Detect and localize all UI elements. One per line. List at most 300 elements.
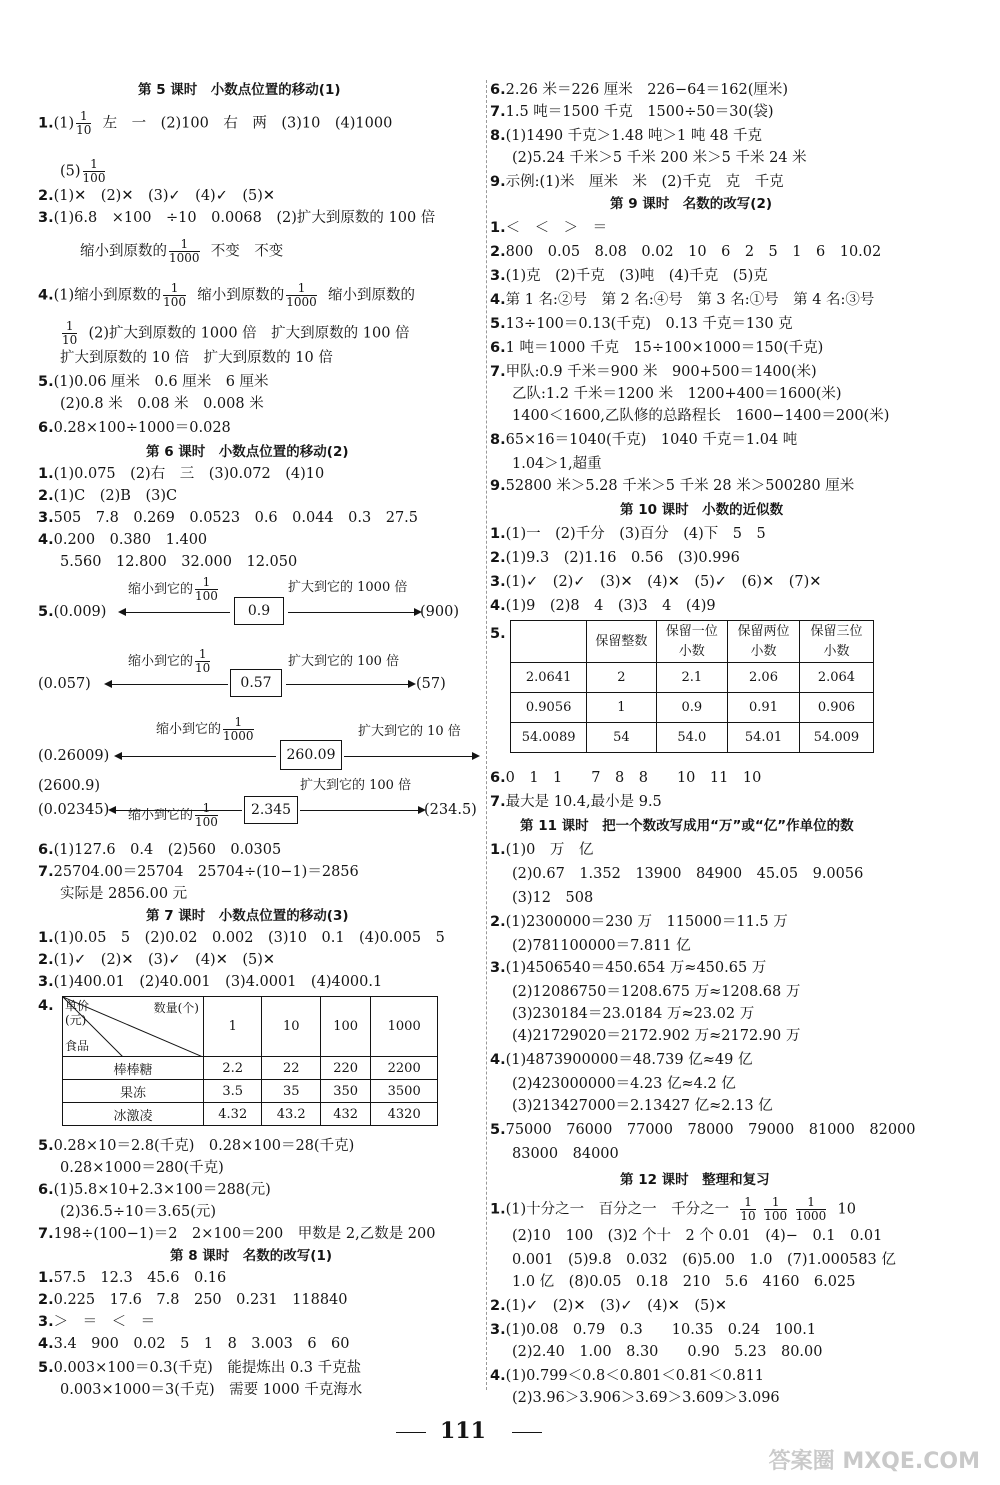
l11-q2: [490, 912, 788, 932]
q-number: 1.: [490, 842, 506, 858]
table-row: [63, 1103, 438, 1126]
q-number: 5.: [38, 1138, 54, 1154]
text: (1)✓ (2)✕ (3)✓ (4)✕ (5)✕: [505, 1298, 728, 1314]
text: 1 吨＝1000 千克 15÷100×1000＝150(千克): [505, 340, 824, 356]
fraction: [195, 648, 210, 675]
text: 甲队:0.9 千米＝900 米 900+500＝1400(米): [505, 364, 817, 380]
table-cell: 54.0089: [511, 723, 587, 753]
l5-q4-b: [60, 320, 410, 347]
table-cell: 0.9056: [511, 693, 587, 723]
page-dash-left: [396, 1432, 426, 1433]
l11-q3-d: (4)21729020＝2172.902 万≈2172.90 万: [512, 1028, 801, 1044]
text: (1)1490 千克＞1.48 吨＞1 吨 48 千克: [505, 128, 763, 144]
q-number: 6.: [490, 340, 506, 356]
fraction: [286, 282, 317, 309]
q-number: 5.: [38, 374, 54, 390]
l11-q1-c: (3)12 508: [512, 890, 594, 906]
table-cell: 2200: [371, 1057, 438, 1080]
l5-q2: [38, 186, 275, 206]
l5-q5: [38, 372, 269, 392]
text: (1)0 万 亿: [505, 842, 594, 858]
l7-q5: [38, 1136, 354, 1156]
l11-q4: [490, 1050, 752, 1070]
arrowhead-icon: [104, 680, 112, 688]
l11-q5: [490, 1120, 916, 1140]
l12-q1: [490, 1196, 856, 1223]
l6-q5-c-left: (0.26009): [38, 748, 110, 764]
q-number: 3.: [38, 1314, 54, 1330]
l5-q3: [38, 208, 435, 228]
l9-q5: [490, 314, 793, 334]
table-cell: 3500: [371, 1080, 438, 1103]
lesson-12-title: 第 12 课时 整理和复习: [620, 1172, 770, 1188]
q-number: 9.: [490, 478, 506, 494]
l5-q6: [38, 418, 231, 438]
frac-num: 1: [195, 576, 218, 590]
col-header: [799, 621, 873, 663]
table-cell: 54.0: [656, 723, 728, 753]
price-table: [62, 996, 438, 1126]
l11-q5-b: 83000 84000: [512, 1146, 619, 1162]
text: 保留两位: [737, 623, 790, 639]
q-number: 3.: [38, 974, 54, 990]
l12-q1-b: (2)10 100 (3)2 个十 2 个 0.01 (4)− 0.1 0.01: [512, 1228, 883, 1244]
l7-q3: [38, 972, 382, 992]
arrow-right: [286, 684, 414, 685]
text: (1)127.6 0.4 (2)560 0.0305: [53, 842, 282, 858]
l10-q4: [490, 596, 716, 616]
q-number: 8.: [490, 432, 506, 448]
q-number: 3.: [490, 574, 506, 590]
l9-q9: [490, 476, 854, 496]
l12-q4: [490, 1366, 764, 1386]
arrow-right: [300, 810, 424, 811]
l11-q1: [490, 840, 593, 860]
rounding-table: [510, 620, 874, 753]
text: 小数: [823, 643, 850, 659]
table-row: [511, 663, 874, 693]
text: 缩小到原数的: [328, 287, 416, 304]
diag-top-label: 数量(个): [153, 1001, 199, 1015]
text: 0.225 17.6 7.8 250 0.231 118840: [53, 1292, 348, 1308]
text: 65×16＝1040(千克) 1040 千克＝1.04 吨: [505, 432, 798, 448]
table-cell: 54.009: [799, 723, 873, 753]
text: 10: [837, 1201, 856, 1218]
l9-q1: [490, 218, 607, 238]
l11-q3: [490, 958, 766, 978]
table-cell: 2.0641: [511, 663, 587, 693]
l9-q2: [490, 242, 881, 262]
lesson-6-title: 第 6 课时 小数点位置的移动(2): [146, 444, 349, 460]
q-number: 4.: [490, 1368, 506, 1384]
l6-q5-b-right: (57): [416, 676, 446, 692]
l12-q3-b: (2)2.40 1.00 8.30 0.90 5.23 80.00: [512, 1344, 823, 1360]
frac-den: 10: [195, 661, 211, 675]
text: (1)6.8 ×100 ÷10 0.0068 (2)扩大到原数的 100 倍: [53, 210, 436, 226]
text: 缩小到它的: [128, 808, 194, 823]
l12-q2: [490, 1296, 727, 1316]
q-number: 1.: [38, 115, 54, 132]
fraction: [163, 282, 186, 309]
lesson-9-title: 第 9 课时 名数的改写(2): [610, 196, 773, 212]
text: (1)十分之一 百分之一 千分之一: [505, 1201, 730, 1218]
q-number: 1.: [490, 526, 506, 542]
text: (1)C (2)B (3)C: [53, 488, 178, 504]
table-cell: 35: [262, 1080, 320, 1103]
col-header: [656, 621, 728, 663]
table-cell: 43.2: [262, 1103, 320, 1126]
l8-q2: [38, 1290, 348, 1310]
col-header: 1: [204, 997, 262, 1057]
lesson-10-title: 第 10 课时 小数的近似数: [620, 502, 784, 518]
l6-q5-c-under: (2600.9): [38, 778, 101, 794]
text: 小数: [678, 643, 705, 659]
frac-den: 1000: [795, 1209, 827, 1223]
text: (1)0.075 (2)右 三 (3)0.072 (4)10: [53, 466, 325, 482]
text: (1)✓ (2)✕ (3)✓ (4)✕ (5)✕: [53, 952, 276, 968]
text: (1)4506540＝450.654 万≈450.65 万: [505, 960, 767, 976]
text: 25704.00＝25704 25704÷(10−1)＝2856: [53, 864, 359, 880]
q-number: 2.: [490, 244, 506, 260]
q-number: 5.: [490, 1122, 506, 1138]
watermark: 答案圈 MXQE.COM: [768, 1449, 980, 1474]
frac-num: 1: [764, 1196, 787, 1210]
q-number: 3.: [490, 268, 506, 284]
text: (1)缩小到原数的: [53, 287, 162, 304]
text: 保留整数: [595, 633, 648, 649]
frac-den: 100: [764, 1209, 788, 1223]
l9-q7: [490, 362, 817, 382]
q-number: 2.: [490, 550, 506, 566]
q-number: 4.: [38, 532, 54, 548]
text: 2.26 米＝226 厘米 226−64＝162(厘米): [505, 82, 789, 98]
text: 3.4 900 0.02 5 1 8 3.003 6 60: [53, 1336, 350, 1352]
l8-q5: [38, 1358, 361, 1378]
q-number: 2.: [490, 1298, 506, 1314]
text: 缩小到原数的: [197, 287, 285, 304]
l6-q6: [38, 840, 281, 860]
l5-q4-c: 扩大到原数的 10 倍 扩大到原数的 10 倍: [60, 350, 333, 366]
q-number: 6.: [38, 420, 54, 436]
q-number: 3.: [490, 1322, 506, 1338]
l11-q4-c: (3)213427000＝2.13427 亿≈2.13 亿: [512, 1098, 773, 1114]
arrowhead-icon: [108, 806, 116, 814]
col-header: 1000: [371, 997, 438, 1057]
col-header: [728, 621, 800, 663]
row-header: 果冻: [63, 1080, 204, 1103]
text: 13÷100＝0.13(千克) 0.13 千克＝130 克: [505, 316, 793, 332]
table-cell: 2.1: [656, 663, 728, 693]
frac-num: 1: [740, 1196, 755, 1210]
l7-q7: [38, 1224, 435, 1244]
text: 示例:(1)米 厘米 米 (2)千克 克 千克: [505, 174, 784, 190]
l5-q1: [38, 110, 392, 137]
frac-den: 10: [740, 1209, 756, 1223]
l6-q7-b: 实际是 2856.00 元: [60, 886, 188, 902]
table-cell: 2.064: [799, 663, 873, 693]
text: 57.5 12.3 45.6 0.16: [53, 1270, 227, 1286]
q-number: 7.: [38, 864, 54, 880]
l7-q6-b: (2)36.5÷10＝3.65(元): [60, 1204, 217, 1220]
r-q7: [490, 102, 774, 122]
col-header: 100: [320, 997, 370, 1057]
diag-mid-label: 单价(元): [65, 999, 90, 1027]
l8-q4: [38, 1334, 350, 1354]
l6-q3: [38, 508, 418, 528]
grow-label: 扩大到它的 100 倍: [288, 654, 400, 669]
text: (1)0.08 0.79 0.3 10.35 0.24 100.1: [505, 1322, 817, 1338]
text: 52800 米＞5.28 千米＞5 千米 28 米＞500280 厘米: [505, 478, 855, 494]
table-cell: 432: [320, 1103, 370, 1126]
frac-num: 1: [163, 282, 186, 296]
r-q6: [490, 80, 788, 100]
q-number: 1.: [38, 466, 54, 482]
fraction: [223, 716, 254, 743]
text: (1)✓ (2)✓ (3)✕ (4)✕ (5)✓ (6)✕ (7)✕: [505, 574, 822, 590]
frac-num: 1: [796, 1196, 827, 1210]
text: 0.28×10＝2.8(千克) 0.28×100＝28(千克): [53, 1138, 355, 1154]
l8-q1: [38, 1268, 226, 1288]
col-header: 10: [262, 997, 320, 1057]
r-q8: [490, 126, 762, 146]
text: 0 1 1 7 8 8 10 11 10: [505, 770, 762, 786]
text: 505 7.8 0.269 0.0523 0.6 0.044 0.3 27.5: [53, 510, 419, 526]
l10-q3: [490, 572, 821, 592]
fraction: [62, 320, 77, 347]
grow-label: 扩大到它的 100 倍: [300, 778, 412, 793]
q-number: 7.: [490, 104, 506, 120]
page-dash-right: [512, 1432, 542, 1433]
frac-den: 100: [82, 171, 106, 185]
frac-den: 1000: [223, 729, 254, 743]
l6-q2: [38, 486, 177, 506]
value-box: 0.57: [230, 669, 282, 697]
text: 小数: [750, 643, 777, 659]
table-cell: 2: [587, 663, 656, 693]
arrowhead-icon: [408, 680, 416, 688]
l7-q1: [38, 928, 445, 948]
l8-q5-b: 0.003×1000＝3(千克) 需要 1000 千克海水: [60, 1382, 363, 1398]
lesson-8-title: 第 8 课时 名数的改写(1): [170, 1248, 333, 1264]
text: 不变 不变: [210, 243, 284, 260]
q-number: 4.: [38, 287, 54, 304]
l7-q2: [38, 950, 275, 970]
frac-num: 1: [62, 320, 77, 334]
table-cell: 3.5: [204, 1080, 262, 1103]
frac-den: 1000: [169, 251, 200, 265]
q-number: 8.: [490, 128, 506, 144]
q-number: 1.: [490, 1201, 506, 1218]
l11-q2-b: (2)781100000＝7.811 亿: [512, 938, 691, 954]
table-cell: 0.91: [728, 693, 800, 723]
lesson-11-title: 第 11 课时 把一个数改写成用“万”或“亿”作单位的数: [520, 818, 854, 834]
fraction: [76, 110, 91, 137]
text: 0.003×100＝0.3(千克) 能提炼出 0.3 千克盐: [53, 1360, 362, 1376]
text: 198÷(100−1)＝2 2×100＝200 甲数是 2,乙数是 200: [53, 1226, 436, 1242]
q-number: 1.: [38, 930, 54, 946]
text: (0.009): [53, 604, 107, 620]
r-q8-b: (2)5.24 千米＞5 千米 200 米＞5 千米 24 米: [512, 150, 807, 166]
grow-label: 扩大到它的 1000 倍: [288, 580, 408, 595]
table-row: [63, 1057, 438, 1080]
table-cell: 22: [262, 1057, 320, 1080]
value-box: 260.09: [280, 740, 342, 770]
text: 最大是 10.4,最小是 9.5: [505, 794, 662, 810]
l10-q2: [490, 548, 740, 568]
text: (1)0.05 5 (2)0.02 0.002 (3)10 0.1 (4)0.005 5: [53, 930, 445, 946]
frac-num: 1: [223, 716, 254, 730]
l9-q7-b: 乙队:1.2 千米＝1200 米 1200+400＝1600(米): [512, 386, 842, 402]
table-cell: 220: [320, 1057, 370, 1080]
text: (1): [53, 115, 75, 132]
table-cell: 54: [587, 723, 656, 753]
col-header: [587, 621, 656, 663]
q-number: 4.: [38, 998, 54, 1014]
text: (1)5.8×10+2.3×100＝288(元): [53, 1182, 271, 1198]
q-number: 2.: [38, 1292, 54, 1308]
q-number: 5.: [490, 626, 506, 642]
q-number: 4.: [490, 598, 506, 614]
fraction: [83, 158, 106, 185]
q-number: 1.: [490, 220, 506, 236]
q-number: 6.: [38, 842, 54, 858]
text: 缩小到它的: [156, 722, 222, 737]
text: 左 一 (2)100 右 两 (3)10 (4)1000: [102, 115, 393, 132]
arrow-left: [106, 684, 228, 685]
table-cell: 4.32: [204, 1103, 262, 1126]
diag-bottom-label: 食品: [65, 1039, 90, 1053]
q-number: 2.: [38, 488, 54, 504]
fraction: [796, 1196, 827, 1223]
frac-den: 1000: [286, 295, 317, 309]
text: (1)一 (2)千分 (3)百分 (4)下 5 5: [505, 526, 766, 542]
l12-q3: [490, 1320, 816, 1340]
text: (1)✕ (2)✕ (3)✓ (4)✓ (5)✕: [53, 188, 276, 204]
q-number: 7.: [490, 364, 506, 380]
text: 0.28×100÷1000＝0.028: [53, 420, 231, 436]
q-number: 6.: [490, 82, 506, 98]
q-number: 3.: [38, 210, 54, 226]
frac-den: 100: [195, 589, 218, 603]
text: 缩小到原数的: [80, 243, 167, 260]
q-number: 6.: [490, 770, 506, 786]
l6-q5-a-left: [38, 602, 106, 622]
l6-q1: [38, 464, 324, 484]
frac-num: 1: [76, 110, 91, 124]
q-number: 2.: [38, 952, 54, 968]
table-cell: 1: [587, 693, 656, 723]
value-box: 0.9: [234, 597, 284, 625]
l10-q7: [490, 792, 662, 812]
l11-q1-b: (2)0.67 1.352 13900 84900 45.05 9.0056: [512, 866, 864, 882]
shrink-label: [128, 802, 220, 829]
q-number: 6.: [38, 1182, 54, 1198]
page-number: 111: [440, 1418, 486, 1444]
frac-den: 10: [76, 123, 92, 137]
q-number: 5.: [38, 1360, 54, 1376]
table-row: [511, 693, 874, 723]
text: (1)克 (2)千克 (3)吨 (4)千克 (5)克: [505, 268, 768, 284]
q-number: 2.: [38, 188, 54, 204]
frac-num: 1: [195, 802, 218, 816]
text: (5): [60, 163, 81, 180]
frac-den: 10: [62, 333, 78, 347]
text: 缩小到它的: [128, 654, 194, 669]
fraction: [195, 802, 218, 829]
shrink-label: [128, 576, 220, 603]
text: (1)9 (2)8 4 (3)3 4 (4)9: [505, 598, 716, 614]
diag-header-cell: [63, 997, 204, 1057]
text: 800 0.05 8.08 0.02 10 6 2 5 1 6 10.02: [505, 244, 882, 260]
text: ＜ ＜ ＞ ＝: [505, 220, 608, 236]
text: 缩小到它的: [128, 582, 194, 597]
l9-q8-b: 1.04＞1,超重: [512, 456, 602, 472]
frac-den: 100: [163, 295, 187, 309]
l5-q4: [38, 282, 415, 309]
row-header: 棒棒糖: [63, 1057, 204, 1080]
l9-q7-c: 1400＜1600,乙队修的总路程长 1600−1400＝200(米): [512, 408, 890, 424]
text: 第 1 名:②号 第 2 名:④号 第 3 名:①号 第 4 名:③号: [505, 292, 875, 308]
q-number: 3.: [38, 510, 54, 526]
l11-q3-c: (3)230184＝23.0184 万≈23.02 万: [512, 1006, 755, 1022]
l8-q3: [38, 1312, 155, 1332]
value-box: 2.345: [244, 796, 298, 824]
l6-q7: [38, 862, 359, 882]
text: 75000 76000 77000 78000 79000 81000 82000: [505, 1122, 916, 1138]
shrink-label: [156, 716, 256, 743]
column-divider: [486, 80, 487, 1390]
arrow-right: [344, 756, 478, 757]
l12-q4-b: (2)3.96＞3.906＞3.69＞3.609＞3.096: [512, 1390, 780, 1406]
l6-q4: [38, 530, 207, 550]
text: (1)2300000＝230 万 115000＝11.5 万: [505, 914, 788, 930]
l5-q5-b: (2)0.8 米 0.08 米 0.008 米: [60, 396, 264, 412]
l5-q3-b: [80, 238, 283, 265]
table-cell: 0.9: [656, 693, 728, 723]
frac-num: 1: [83, 158, 106, 172]
q-number: 2.: [490, 914, 506, 930]
fraction: [740, 1196, 755, 1223]
text: 保留一位: [665, 623, 718, 639]
text: (1)0.06 厘米 0.6 厘米 6 厘米: [53, 374, 269, 390]
grow-label: 扩大到它的 10 倍: [358, 724, 461, 739]
l12-q1-c: 0.001 (5)9.8 0.032 (6)5.00 1.0 (7)1.000583 亿: [512, 1252, 896, 1268]
arrow-left: [120, 612, 230, 613]
text: (1)0.799＜0.8＜0.801＜0.81＜0.811: [505, 1368, 765, 1384]
q-number: 7.: [490, 794, 506, 810]
q-number: 1.: [38, 1270, 54, 1286]
lesson-7-title: 第 7 课时 小数点位置的移动(3): [146, 908, 349, 924]
l10-q6: [490, 768, 761, 788]
l10-q1: [490, 524, 766, 544]
shrink-label: [128, 648, 212, 675]
q-number: 5.: [38, 604, 54, 620]
q-number: 9.: [490, 174, 506, 190]
table-cell: 0.906: [799, 693, 873, 723]
arrow-right: [288, 612, 420, 613]
table-cell: 350: [320, 1080, 370, 1103]
frac-num: 1: [169, 238, 200, 252]
l9-q6: [490, 338, 823, 358]
l9-q3: [490, 266, 768, 286]
fraction: [195, 576, 218, 603]
l5-q1-5: [60, 158, 107, 185]
text: (1)9.3 (2)1.16 0.56 (3)0.996: [505, 550, 740, 566]
text: (2)扩大到原数的 1000 倍 扩大到原数的 100 倍: [88, 325, 410, 342]
table-row: [511, 723, 874, 753]
text: (1)4873900000＝48.739 亿≈49 亿: [505, 1052, 753, 1068]
q-number: 7.: [38, 1226, 54, 1242]
